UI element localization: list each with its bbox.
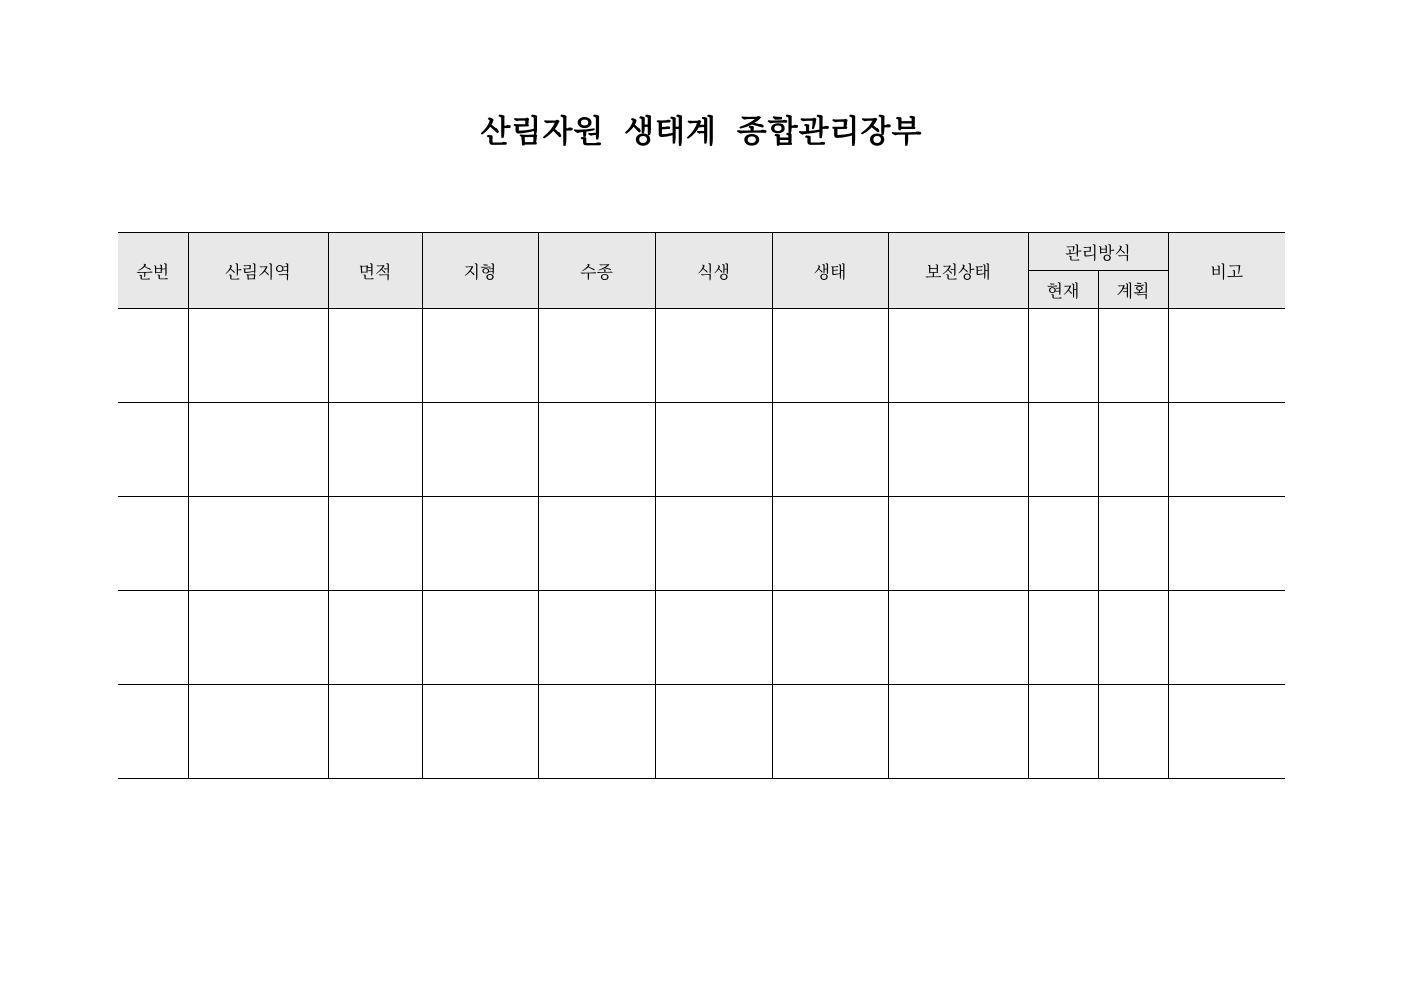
cell-region[interactable] <box>188 591 328 685</box>
cell-remarks[interactable] <box>1168 497 1285 591</box>
cell-species[interactable] <box>538 497 655 591</box>
cell-vegetation[interactable] <box>655 403 772 497</box>
cell-conservation[interactable] <box>888 591 1028 685</box>
cell-seq[interactable] <box>118 591 188 685</box>
cell-management-current[interactable] <box>1028 685 1098 779</box>
cell-terrain[interactable] <box>422 309 538 403</box>
cell-ecology[interactable] <box>772 309 888 403</box>
cell-terrain[interactable] <box>422 685 538 779</box>
header-area: 면적 <box>328 233 422 309</box>
header-remarks: 비고 <box>1168 233 1285 309</box>
cell-area[interactable] <box>328 685 422 779</box>
table-row <box>118 309 1285 403</box>
header-management-plan: 계획 <box>1098 271 1168 309</box>
header-species: 수종 <box>538 233 655 309</box>
header-conservation: 보전상태 <box>888 233 1028 309</box>
table-header <box>118 233 1285 309</box>
cell-management-plan[interactable] <box>1098 497 1168 591</box>
cell-conservation[interactable] <box>888 497 1028 591</box>
cell-management-current[interactable] <box>1028 591 1098 685</box>
table-row <box>118 685 1285 779</box>
cell-terrain[interactable] <box>422 403 538 497</box>
cell-vegetation[interactable] <box>655 685 772 779</box>
cell-area[interactable] <box>328 591 422 685</box>
cell-remarks[interactable] <box>1168 591 1285 685</box>
cell-area[interactable] <box>328 403 422 497</box>
cell-management-current[interactable] <box>1028 497 1098 591</box>
cell-species[interactable] <box>538 309 655 403</box>
cell-region[interactable] <box>188 497 328 591</box>
cell-ecology[interactable] <box>772 403 888 497</box>
cell-species[interactable] <box>538 685 655 779</box>
table-row <box>118 497 1285 591</box>
cell-region[interactable] <box>188 309 328 403</box>
cell-management-current[interactable] <box>1028 403 1098 497</box>
cell-vegetation[interactable] <box>655 309 772 403</box>
header-region: 산림지역 <box>188 233 328 309</box>
cell-area[interactable] <box>328 309 422 403</box>
cell-ecology[interactable] <box>772 591 888 685</box>
header-terrain: 지형 <box>422 233 538 309</box>
cell-vegetation[interactable] <box>655 497 772 591</box>
cell-management-plan[interactable] <box>1098 309 1168 403</box>
header-vegetation: 식생 <box>655 233 772 309</box>
cell-management-plan[interactable] <box>1098 403 1168 497</box>
cell-seq[interactable] <box>118 497 188 591</box>
cell-conservation[interactable] <box>888 309 1028 403</box>
header-ecology: 생태 <box>772 233 888 309</box>
cell-species[interactable] <box>538 403 655 497</box>
cell-ecology[interactable] <box>772 685 888 779</box>
table-body <box>118 309 1285 779</box>
cell-area[interactable] <box>328 497 422 591</box>
header-management: 관리방식 <box>1028 233 1168 271</box>
cell-seq[interactable] <box>118 403 188 497</box>
cell-conservation[interactable] <box>888 685 1028 779</box>
header-seq: 순번 <box>118 233 188 309</box>
cell-region[interactable] <box>188 403 328 497</box>
table-row <box>118 591 1285 685</box>
cell-remarks[interactable] <box>1168 309 1285 403</box>
cell-management-plan[interactable] <box>1098 591 1168 685</box>
cell-management-current[interactable] <box>1028 309 1098 403</box>
cell-remarks[interactable] <box>1168 685 1285 779</box>
cell-species[interactable] <box>538 591 655 685</box>
table-row <box>118 403 1285 497</box>
cell-terrain[interactable] <box>422 591 538 685</box>
cell-remarks[interactable] <box>1168 403 1285 497</box>
cell-management-plan[interactable] <box>1098 685 1168 779</box>
document-title: 산림자원 생태계 종합관리장부 <box>480 114 923 150</box>
cell-ecology[interactable] <box>772 497 888 591</box>
ledger-table <box>118 232 1285 779</box>
header-management-current: 현재 <box>1028 271 1098 309</box>
cell-region[interactable] <box>188 685 328 779</box>
cell-seq[interactable] <box>118 685 188 779</box>
cell-conservation[interactable] <box>888 403 1028 497</box>
cell-terrain[interactable] <box>422 497 538 591</box>
cell-vegetation[interactable] <box>655 591 772 685</box>
cell-seq[interactable] <box>118 309 188 403</box>
